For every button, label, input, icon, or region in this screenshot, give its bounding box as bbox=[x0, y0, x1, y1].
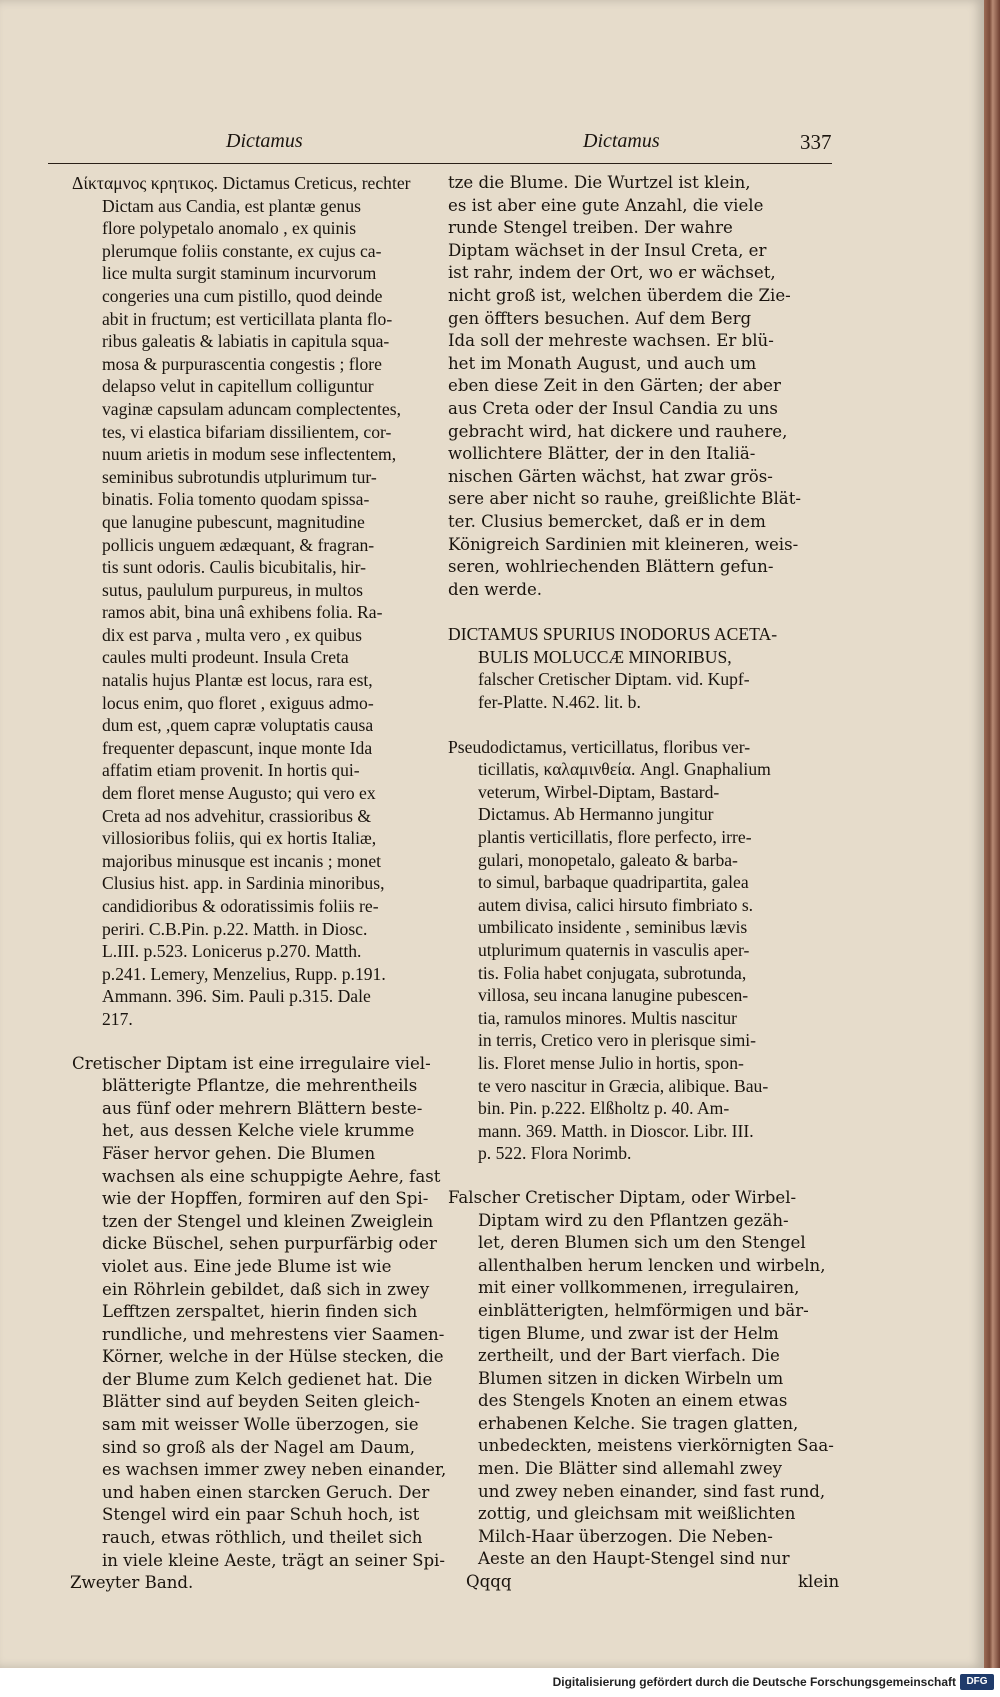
text-line: tis. Folia habet conjugata, subrotunda, bbox=[478, 962, 747, 983]
page-number: 337 bbox=[800, 130, 832, 154]
text-line: Lefftzen zerspaltet, hierin finden sich bbox=[102, 1302, 418, 1322]
text-line: Blätter sind auf beyden Seiten gleich- bbox=[102, 1392, 420, 1412]
text-line: blätterigte Pflantze, die mehrentheils bbox=[102, 1076, 418, 1096]
text-line: plerumque foliis constante, ex cujus ca- bbox=[102, 240, 382, 261]
text-line: Königreich Sardinien mit kleineren, weis- bbox=[448, 534, 799, 554]
text-line: candidioribus & odoratissimis foliis re- bbox=[102, 896, 379, 916]
text-line: wollichtere Blätter, der in den Italiä- bbox=[448, 444, 756, 464]
text-line: Dictamus. Ab Hermanno jungitur bbox=[478, 804, 714, 825]
text-line: dem floret mense Augusto; qui vero ex bbox=[102, 783, 376, 804]
text-line: falscher Cretischer Diptam. vid. Kupf- bbox=[478, 669, 750, 690]
entry-dictamus-creticus-german-cont bbox=[448, 172, 833, 601]
text-line: Dictam aus Candia, est plantæ genus bbox=[102, 195, 361, 216]
entry-falscher-diptam-german bbox=[448, 1187, 833, 1571]
text-line: caules multi prodeunt. Insula Creta bbox=[102, 647, 349, 668]
text-line: binatis. Folia tomento quodam spissa- bbox=[102, 489, 370, 510]
text-line: Fäser hervor gehen. Die Blumen bbox=[102, 1143, 376, 1163]
text-line: ein Röhrlein gebildet, daß sich in zwey bbox=[102, 1279, 430, 1299]
text-line: que lanugine pubescunt, magnitudine bbox=[102, 511, 365, 532]
text-line: het im Monath August, und auch um bbox=[448, 353, 757, 373]
text-line: allenthalben herum lencken und wirbeln, bbox=[478, 1255, 826, 1275]
text-line: utplurimum quaternis in vasculis aper- bbox=[478, 940, 750, 960]
running-header bbox=[0, 128, 984, 158]
text-line: fer-Platte. N.462. lit. b. bbox=[478, 692, 641, 713]
book-spine-edge bbox=[984, 0, 1000, 1668]
text-line: ter. Clusius bemercket, daß er in dem bbox=[448, 511, 766, 531]
text-line: majoribus minusque est incanis ; monet bbox=[102, 850, 382, 871]
text-line: aus fünf oder mehrern Blättern beste- bbox=[102, 1098, 423, 1118]
text-line: seminibus subrotundis utplurimum tur- bbox=[102, 466, 377, 487]
text-line: to simul, barbaque quadripartita, galea bbox=[478, 872, 749, 893]
text-line: dicke Büschel, sehen purpurfärbig oder bbox=[102, 1234, 437, 1254]
text-line: in terris, Cretico vero in plerisque simi- bbox=[478, 1030, 757, 1051]
text-line: Blumen sitzen in dicken Wirbeln um bbox=[478, 1368, 784, 1388]
text-line: Ammann. 396. Sim. Pauli p.315. Dale bbox=[102, 986, 371, 1007]
text-line: periri. C.B.Pin. p.22. Matth. in Diosc. bbox=[102, 918, 368, 939]
text-line: flore polypetalo anomalo , ex quinis bbox=[102, 218, 357, 239]
text-line: aus Creta oder der Insul Candia zu uns bbox=[448, 398, 778, 418]
text-line: ribus galeatis & labiatis in capitula squa- bbox=[102, 331, 390, 352]
text-line: vaginæ capsulam aduncam complectentes, bbox=[102, 398, 401, 419]
text-line: der Blume zum Kelch gedienet hat. Die bbox=[102, 1369, 433, 1389]
text-line: zottig, und gleichsam mit weißlichten bbox=[478, 1504, 796, 1524]
text-line: nicht groß ist, welchen überdem die Zie- bbox=[448, 285, 791, 305]
text-line: mit einer vollkommenen, irregulairen, bbox=[478, 1278, 800, 1298]
text-line: tis sunt odoris. Caulis bicubitalis, hir- bbox=[102, 557, 367, 578]
text-line: und haben einen starcken Geruch. Der bbox=[102, 1482, 430, 1502]
text-line: rauch, etwas röthlich, und theilet sich bbox=[102, 1528, 423, 1548]
text-line: violet aus. Eine jede Blume ist wie bbox=[102, 1256, 392, 1276]
header-rule bbox=[48, 163, 832, 165]
catchword-left: Zweyter Band. bbox=[70, 1573, 194, 1593]
text-line: sutus, paululum purpureus, in multos bbox=[102, 579, 363, 600]
text-line: gen öffters besuchen. Auf dem Berg bbox=[448, 308, 752, 328]
text-line: men. Die Blätter sind allemahl zwey bbox=[478, 1459, 783, 1479]
headword-left: Dictamus bbox=[226, 130, 303, 152]
text-line: wachsen als eine schuppigte Aehre, fast bbox=[102, 1166, 441, 1186]
text-line: Stengel wird ein paar Schuh hoch, ist bbox=[102, 1505, 420, 1525]
text-line: locus enim, quo floret , exiguus admo- bbox=[102, 692, 374, 713]
text-line: lice multa surgit staminum incurvorum bbox=[102, 263, 377, 284]
text-line: lis. Floret mense Julio in hortis, spon- bbox=[478, 1052, 744, 1073]
text-line: Diptam wird zu den Pflantzen gezäh- bbox=[478, 1210, 789, 1230]
text-line: einblätterigten, helmförmigen und bär- bbox=[478, 1300, 809, 1320]
right-column bbox=[448, 172, 840, 1595]
text-line: het, aus dessen Kelche viele krumme bbox=[102, 1121, 415, 1141]
text-line: Aeste an den Haupt-Stengel sind nur bbox=[478, 1549, 790, 1569]
text-line: gulari, monopetalo, galeato & barba- bbox=[478, 849, 738, 870]
text-line: wie der Hopffen, formiren auf den Spi- bbox=[102, 1189, 429, 1209]
text-line: mann. 369. Matth. in Dioscor. Libr. III. bbox=[478, 1120, 754, 1141]
text-line: tze die Blume. Die Wurtzel ist klein, bbox=[448, 173, 751, 192]
text-line: Milch-Haar überzogen. Die Neben- bbox=[478, 1526, 773, 1546]
text-line: Falscher Cretischer Diptam, oder Wirbel- bbox=[448, 1187, 797, 1207]
text-line: p.241. Lemery, Menzelius, Rupp. p.191. bbox=[102, 963, 386, 984]
text-line: bin. Pin. p.222. Elßholtz p. 40. Am- bbox=[478, 1098, 730, 1119]
text-line: dum est, ,quem capræ voluptatis causa bbox=[102, 715, 374, 736]
text-line: Creta ad nos advehitur, crassioribus & bbox=[102, 805, 372, 826]
text-line: und zwey neben einander, sind fast rund, bbox=[478, 1481, 826, 1501]
text-line: pollicis unguem ædæquant, & fragran- bbox=[102, 534, 375, 555]
text-line: zertheilt, und der Bart vierfach. Die bbox=[478, 1346, 780, 1366]
text-line: sind so groß als der Nagel am Daum, bbox=[102, 1437, 415, 1457]
text-line: tigen Blume, und zwar ist der Helm bbox=[478, 1323, 779, 1343]
text-line: ist rahr, indem der Ort, wo er wächset, bbox=[448, 263, 776, 283]
text-line: ticillatis, καλαμινθεία. Angl. Gnaphalium bbox=[478, 759, 771, 780]
text-line: es ist aber eine gute Anzahl, die viele bbox=[448, 195, 764, 215]
page-signature-row bbox=[448, 1571, 840, 1595]
text-line: frequenter depascunt, inque monte Ida bbox=[102, 737, 373, 758]
text-line: Diptam wächset in der Insul Creta, er bbox=[448, 240, 767, 260]
text-line: seren, wohlriechenden Blättern gefun- bbox=[448, 557, 774, 577]
entry-pseudodictamus-latin bbox=[448, 736, 833, 1165]
text-line: unbedeckten, meistens vierkörnigten Saa- bbox=[478, 1436, 834, 1456]
text-line: L.III. p.523. Lonicerus p.270. Matth. bbox=[102, 941, 362, 962]
text-line: tzen der Stengel und kleinen Zweiglein bbox=[102, 1211, 434, 1231]
text-line: Δίκταμνος κρητικος. Dictamus Creticus, rechter bbox=[72, 173, 411, 193]
text-line: nuum arietis in modum sese inflectentem, bbox=[102, 444, 397, 465]
left-column bbox=[72, 172, 450, 1595]
text-line: sere aber nicht so rauhe, greißlichte Blät- bbox=[448, 489, 801, 509]
text-line: tes, vi elastica bifariam dissilientem, cor- bbox=[102, 421, 392, 442]
text-line: BULIS MOLUCCÆ MINORIBUS, bbox=[478, 646, 732, 667]
text-line: villosioribus foliis, qui ex hortis Italiæ, bbox=[102, 828, 377, 849]
catchword-right: klein bbox=[798, 1572, 840, 1592]
text-line: autem divisa, calici hirsuto fimbriato s. bbox=[478, 894, 754, 915]
text-line: veterum, Wirbel-Diptam, Bastard- bbox=[478, 781, 720, 802]
text-line: 217. bbox=[102, 1008, 133, 1029]
text-line: Clusius hist. app. in Sardinia minoribus, bbox=[102, 873, 385, 894]
text-line: villosa, seu incana lanugine pubescen- bbox=[478, 985, 749, 1006]
text-line: let, deren Blumen sich um den Stengel bbox=[478, 1233, 806, 1253]
text-line: rundliche, und mehrestens vier Saamen- bbox=[102, 1324, 445, 1344]
text-line: congeries una cum pistillo, quod deinde bbox=[102, 285, 383, 306]
text-line: des Stengels Knoten an einem etwas bbox=[478, 1391, 788, 1411]
text-line: ramos abit, bina unâ exhibens folia. Ra- bbox=[102, 602, 383, 623]
text-line: te vero nascitur in Græcia, alibique. Bau- bbox=[478, 1075, 769, 1096]
text-line: dix est parva , multa vero , ex quibus bbox=[102, 624, 362, 645]
funding-notice: Digitalisierung gefördert durch die Deutsche Forschungsgemeinschaft bbox=[552, 1675, 956, 1689]
text-line: nischen Gärten wächst, hat zwar grös- bbox=[448, 466, 773, 486]
text-line: sam mit weisser Wolle überzogen, sie bbox=[102, 1415, 419, 1435]
text-line: abit in fructum; est verticillata planta flo- bbox=[102, 308, 393, 329]
text-line: affatim etiam provenit. In hortis qui- bbox=[102, 760, 360, 781]
text-line: Ida soll der mehreste wachsen. Er blü- bbox=[448, 331, 774, 351]
text-line: Cretischer Diptam ist eine irregulaire viel- bbox=[72, 1053, 431, 1073]
text-line: delapso velut in capitellum colliguntur bbox=[102, 376, 374, 397]
dfg-logo: DFG bbox=[960, 1674, 994, 1690]
text-line: runde Stengel treiben. Der wahre bbox=[448, 218, 733, 238]
text-line: mosa & purpurascentia congestis ; flore bbox=[102, 353, 382, 374]
text-line: den werde. bbox=[448, 579, 543, 599]
text-line: gebracht wird, hat dickere und rauhere, bbox=[448, 421, 788, 441]
text-line: umbilicato insidente , seminibus lævis bbox=[478, 917, 748, 938]
entry-dictamus-creticus-latin bbox=[72, 172, 450, 1031]
signature-mark: Qqqq bbox=[466, 1572, 512, 1592]
text-line: es wachsen immer zwey neben einander, bbox=[102, 1460, 447, 1480]
text-line: natalis hujus Plantæ est locus, rara est, bbox=[102, 670, 373, 691]
text-line: Pseudodictamus, verticillatus, floribus ver- bbox=[448, 736, 751, 757]
text-line: Körner, welche in der Hülse stecken, die bbox=[102, 1347, 444, 1367]
digitization-footer bbox=[0, 1668, 1000, 1697]
entry-dictamus-creticus-german bbox=[72, 1053, 450, 1573]
text-line: tia, ramulos minores. Multis nascitur bbox=[478, 1007, 737, 1028]
entry-dictamus-spurius-title bbox=[448, 623, 833, 713]
text-line: DICTAMUS SPURIUS INODORUS ACETA- bbox=[448, 624, 778, 645]
text-line: erhabenen Kelche. Sie tragen glatten, bbox=[478, 1413, 799, 1433]
text-line: in viele kleine Aeste, trägt an seiner Spi- bbox=[102, 1550, 445, 1570]
text-line: eben diese Zeit in den Gärten; der aber bbox=[448, 376, 781, 396]
text-line: plantis verticillatis, flore perfecto, irre- bbox=[478, 827, 752, 848]
headword-right: Dictamus bbox=[583, 130, 660, 152]
text-line: p. 522. Flora Norimb. bbox=[478, 1143, 632, 1164]
